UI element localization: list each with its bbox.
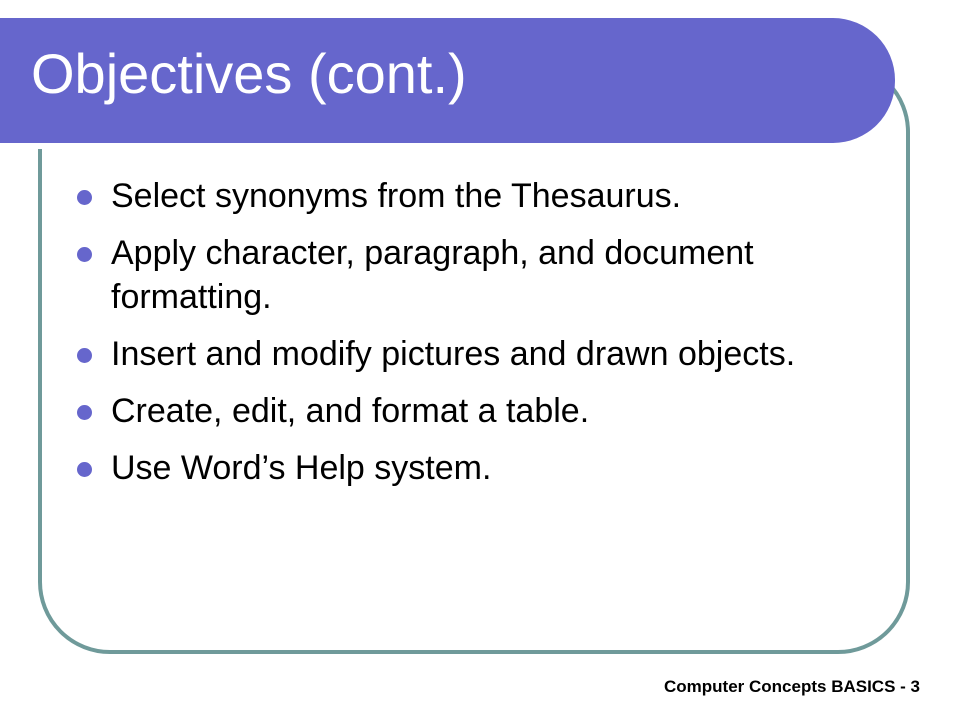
bullet-text: Select synonyms from the Thesaurus. xyxy=(111,177,682,215)
bullet-list xyxy=(76,174,886,503)
bullet-dot-icon xyxy=(77,190,92,205)
title-underline xyxy=(0,143,848,149)
bullet-dot-icon xyxy=(77,462,92,477)
bullet-text: Apply character, paragraph, and document formatting. xyxy=(111,234,754,316)
bullet-item xyxy=(76,332,886,376)
bullet-item xyxy=(76,231,886,319)
bullet-item xyxy=(76,174,886,218)
bullet-text: Insert and modify pictures and drawn objects. xyxy=(111,335,796,373)
bullet-item xyxy=(76,389,886,433)
bullet-item xyxy=(76,446,886,490)
bullet-text: Create, edit, and format a table. xyxy=(111,392,590,430)
bullet-text: Use Word’s Help system. xyxy=(111,449,492,487)
bullet-dot-icon xyxy=(77,348,92,363)
bullet-dot-icon xyxy=(77,247,92,262)
bullet-dot-icon xyxy=(77,405,92,420)
slide-footer: Computer Concepts BASICS - 3 xyxy=(664,677,920,696)
slide-title: Objectives (cont.) xyxy=(31,42,467,105)
